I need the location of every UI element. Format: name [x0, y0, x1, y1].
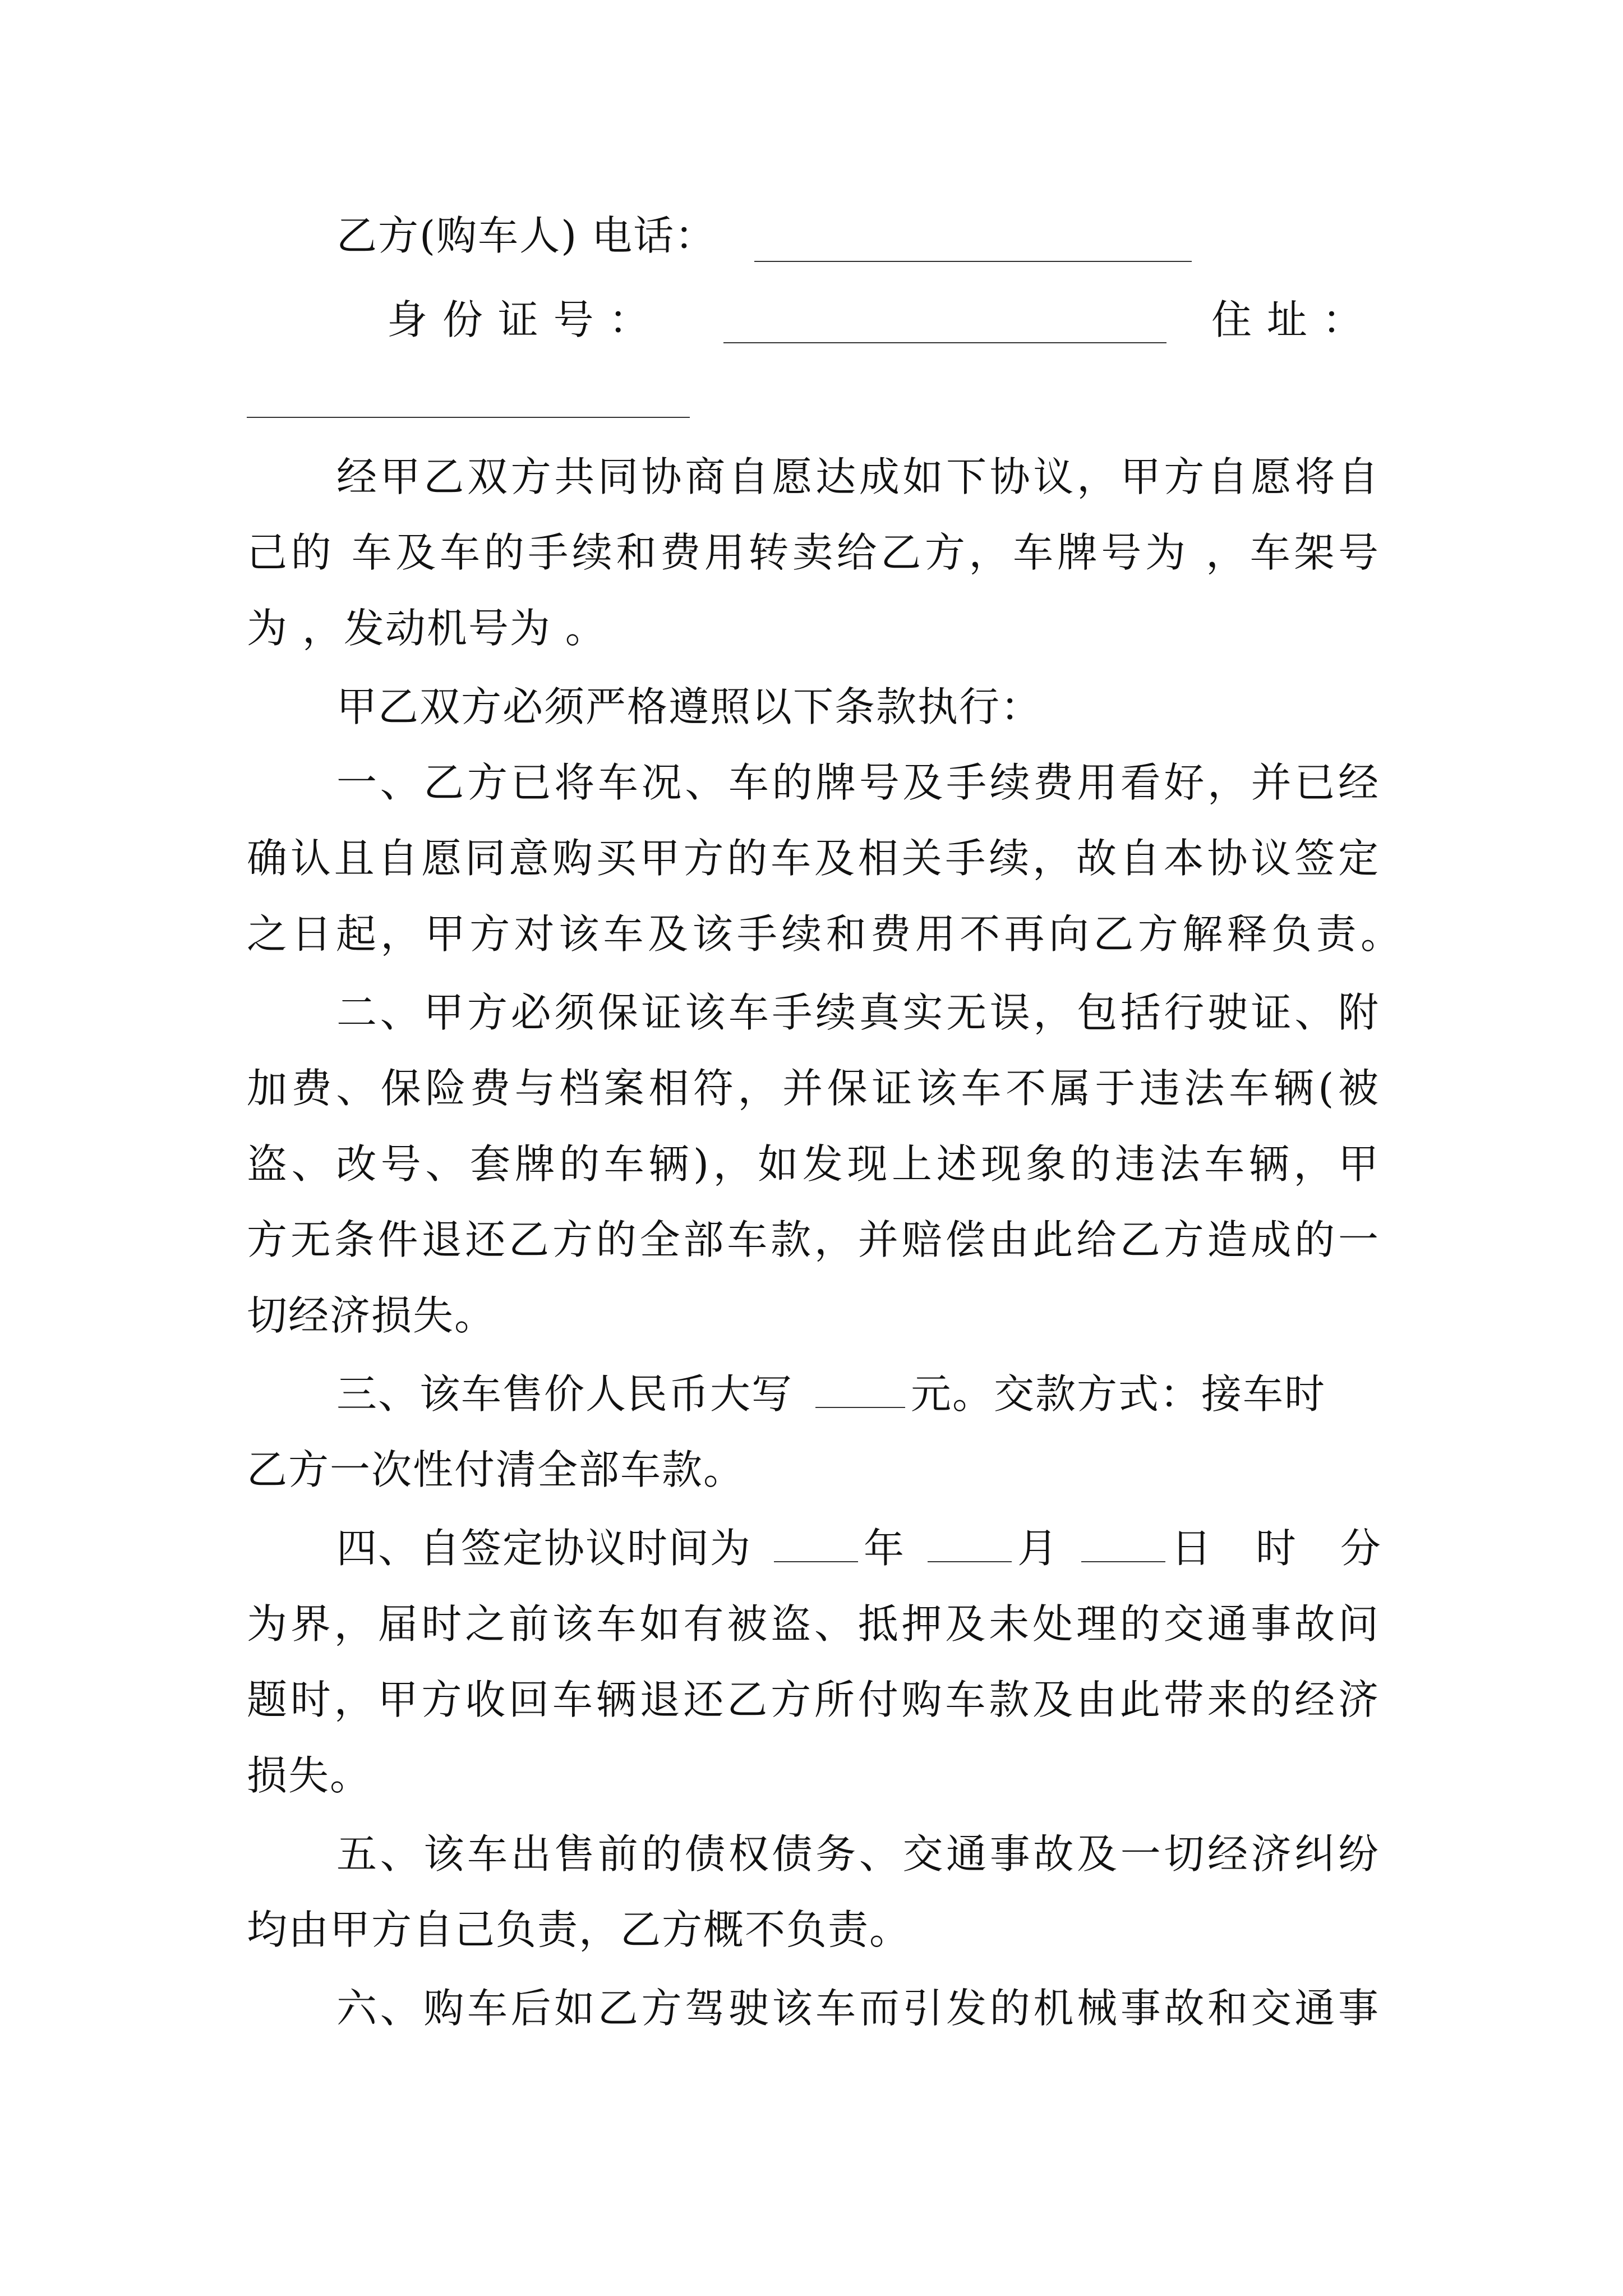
id-number-blank	[723, 342, 1166, 343]
id-number-label: 身 份 证 号 ：	[387, 296, 651, 343]
clause-3-line-1	[336, 1366, 1380, 1422]
month-blank	[928, 1561, 1012, 1562]
clause-5-line-1: 五、该车出售前的债权债务、交通事故及一切经济纠纷	[336, 1830, 1380, 1878]
day-time-label: 日 时 分	[1171, 1525, 1396, 1572]
address-label: 住 址 ：	[1211, 296, 1364, 343]
address-blank	[247, 417, 690, 418]
clause-2-line-2: 加费、保险费与档案相符，并保证该车不属于违法车辆(被	[247, 1065, 1380, 1112]
clause-4-line-4: 损失。	[247, 1752, 372, 1799]
clause-3-price-label: 三、该车售价人民币大写	[336, 1370, 794, 1418]
buyer-phone-line	[336, 208, 1469, 264]
clause-2-line-4: 方无条件退还乙方的全部车款，并赔偿由此给乙方造成的一	[247, 1216, 1380, 1263]
clause-4-line-1	[336, 1520, 1396, 1576]
intro-line-3: 为 ，发动机号为 。	[247, 605, 607, 652]
month-label: 月	[1017, 1525, 1059, 1572]
clause-5-line-2: 均由甲方自己负责，乙方概不负责。	[247, 1906, 911, 1953]
year-label: 年	[864, 1525, 906, 1572]
clause-2-line-1: 二、甲方必须保证该车手续真实无误，包括行驶证、附	[336, 989, 1380, 1036]
clause-3-line-2: 乙方一次性付清全部车款。	[247, 1446, 745, 1493]
clause-1-line-1: 一、乙方已将车况、车的牌号及手续费用看好，并已经	[336, 759, 1380, 806]
intro-line-2: 己的 车及车的手续和费用转卖给乙方，车牌号为 ，车架号	[247, 529, 1380, 576]
buyer-phone-label: 乙方(购车人) 电话：	[336, 212, 717, 259]
clause-2-line-5: 切经济损失。	[247, 1292, 496, 1339]
terms-intro: 甲乙双方必须严格遵照以下条款执行：	[336, 683, 1043, 730]
clause-6-line-1: 六、购车后如乙方驾驶该车而引发的机械事故和交通事	[336, 1985, 1380, 2032]
buyer-phone-blank	[754, 261, 1192, 262]
day-blank	[1081, 1561, 1165, 1562]
price-blank	[815, 1406, 905, 1408]
clause-4-date-label: 四、自签定协议时间为	[336, 1525, 752, 1572]
clause-1-line-2: 确认且自愿同意购买甲方的车及相关手续，故自本协议签定	[247, 835, 1380, 882]
clause-4-line-2: 为界，届时之前该车如有被盗、抵押及未处理的交通事故问	[247, 1600, 1380, 1648]
clause-2-line-3: 盗、改号、套牌的车辆)，如发现上述现象的违法车辆，甲	[247, 1140, 1380, 1188]
clause-1-line-3: 之日起，甲方对该车及该手续和费用不再向乙方解释负责。	[247, 910, 1402, 958]
clause-3-payment: 元。交款方式：接车时	[911, 1370, 1326, 1418]
intro-line-1: 经甲乙双方共同协商自愿达成如下协议，甲方自愿将自	[336, 453, 1380, 500]
clause-4-line-3: 题时，甲方收回车辆退还乙方所付购车款及由此带来的经济	[247, 1676, 1380, 1723]
year-blank	[774, 1561, 858, 1562]
